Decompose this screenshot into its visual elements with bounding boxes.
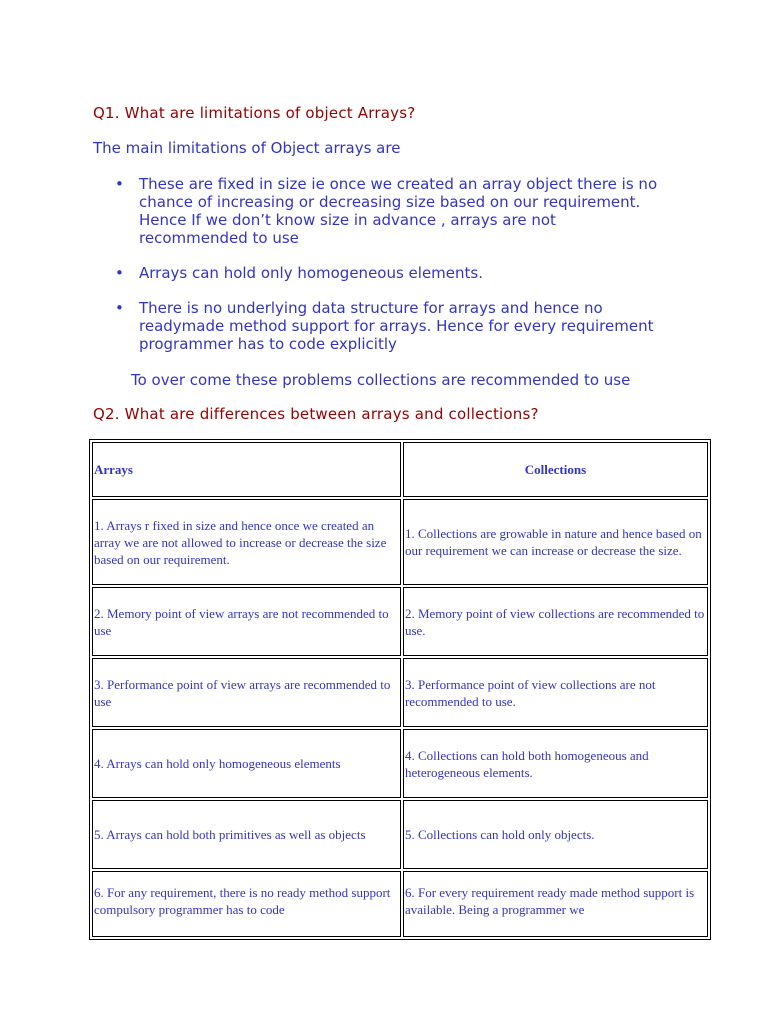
table-cell-arrays: 5. Arrays can hold both primitives as well as objects	[92, 800, 401, 869]
header-arrays: Arrays	[94, 462, 133, 477]
table-cell-collections: 6. For every requirement ready made method support is available. Being a programmer we	[403, 871, 708, 937]
q1-intro: The main limitations of Object arrays are	[93, 139, 401, 157]
table-row	[92, 587, 708, 656]
bullet-icon: •	[115, 175, 124, 193]
list-item	[115, 264, 669, 282]
bullet-icon: •	[115, 299, 124, 317]
table-cell-arrays: 6. For any requirement, there is no ready method support compulsory programmer has to code	[92, 871, 401, 937]
bullet-icon: •	[115, 264, 124, 282]
table-row	[92, 800, 708, 869]
table-cell-collections: 2. Memory point of view collections are recommended to use.	[403, 587, 708, 656]
q1-heading: Q1. What are limitations of object Arrays?	[93, 104, 416, 122]
table-cell-arrays: 4. Arrays can hold only homogeneous elements	[92, 729, 401, 798]
table-cell-collections: 1. Collections are growable in nature and hence based on our requirement we can increase or decrease the size.	[403, 499, 708, 585]
table-header-row	[92, 442, 708, 497]
list-item-text: There is no underlying data structure for arrays and hence no readymade method support for arrays. Hence for every requirement programmer has to code explicitly	[139, 299, 654, 353]
list-item-text: Arrays can hold only homogeneous elements.	[139, 264, 483, 282]
table-cell-collections: 3. Performance point of view collections are not recommended to use.	[403, 658, 708, 727]
comparison-table	[89, 439, 711, 940]
header-cell-arrays	[92, 442, 401, 497]
header-collections: Collections	[524, 462, 587, 477]
table-row	[92, 871, 708, 937]
header-cell-collections	[403, 442, 708, 497]
table-cell-collections: 5. Collections can hold only objects.	[403, 800, 708, 869]
table-cell-arrays: 3. Performance point of view arrays are recommended to use	[92, 658, 401, 727]
list-item	[115, 175, 669, 247]
table-cell-collections: 4. Collections can hold both homogeneous and heterogeneous elements.	[403, 729, 708, 798]
table-row	[92, 658, 708, 727]
list-item-text: These are fixed in size ie once we created an array object there is no chance of increasing or decreasing size based on our requirement. Hence If we don’t know size in advance , arrays are not recommended to use	[139, 175, 658, 247]
table-row	[92, 499, 708, 585]
limitations-list	[115, 175, 669, 370]
table-cell-arrays: 1. Arrays r fixed in size and hence once we created an array we are not allowed to increase or decrease the size based on our requirement.	[92, 499, 401, 585]
q2-heading: Q2. What are differences between arrays and collections?	[93, 405, 539, 423]
list-item	[115, 299, 669, 353]
table-cell-arrays: 2. Memory point of view arrays are not recommended to use	[92, 587, 401, 656]
q1-conclusion: To over come these problems collections are recommended to use	[131, 371, 631, 389]
table-row	[92, 729, 708, 798]
